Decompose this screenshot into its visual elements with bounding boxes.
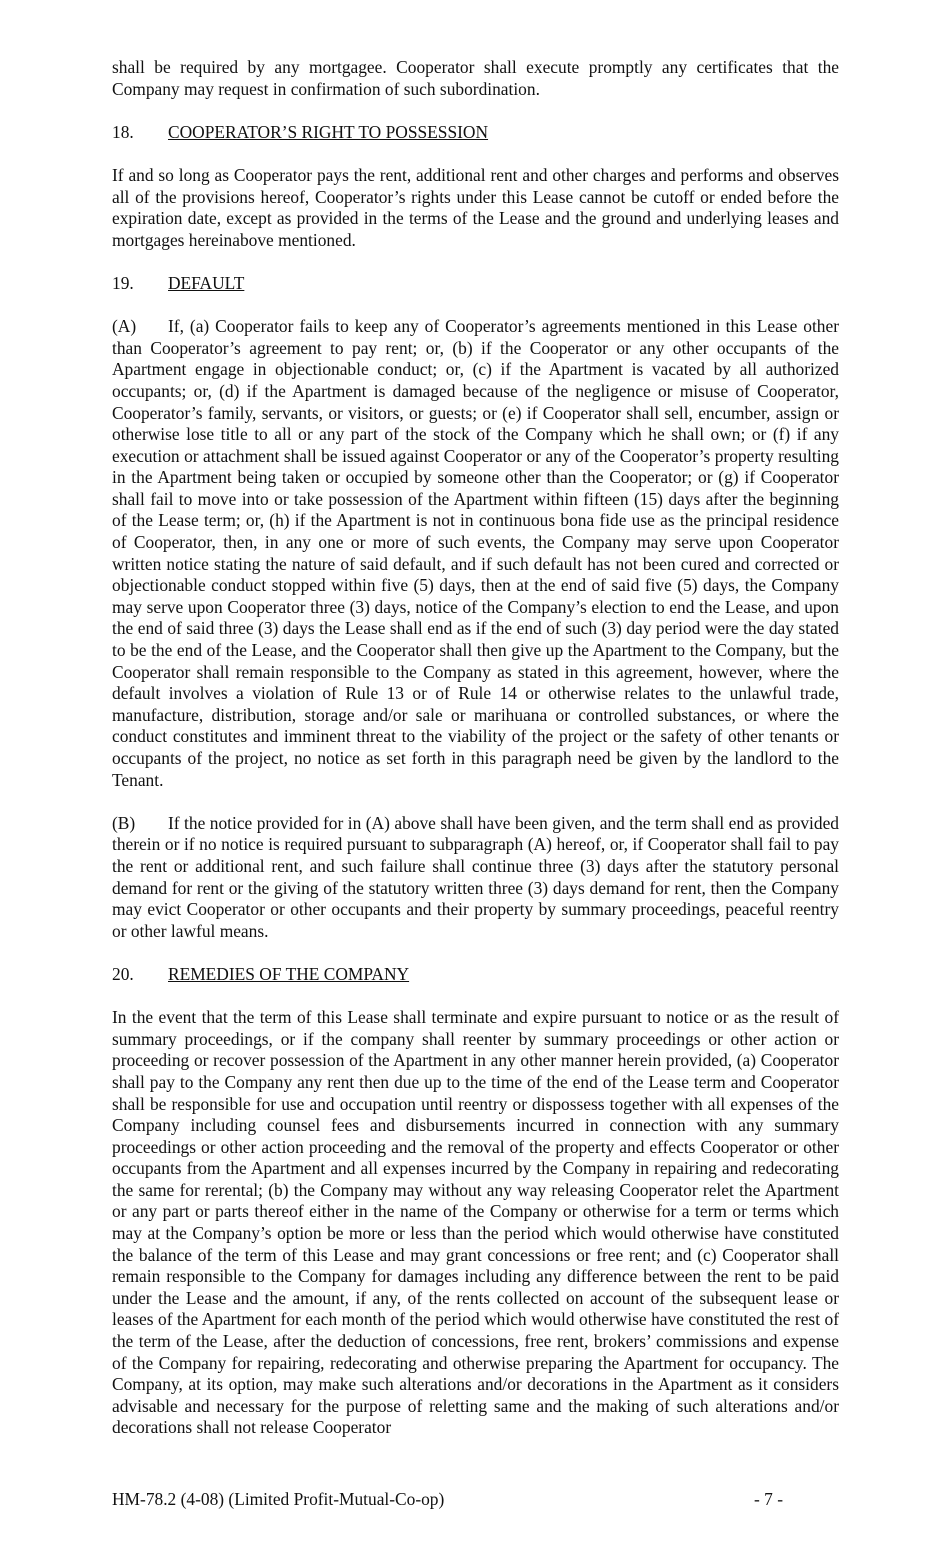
page-footer [112,1489,839,1511]
section-number: 20. [112,963,134,984]
section-number: 19. [112,272,134,293]
section-18-paragraph: If and so long as Cooperator pays the rent, additional rent and other charges and performs and observes all of the provisions hereof, Cooperator’s rights under this Lease cannot be cutoff or ended before the expiration date, except as provided in the terms of the Lease and the ground and underlying leases and mortgages hereinabove mentioned. [112,164,839,250]
page-number: - 7 - [754,1489,783,1509]
subparagraph-b [112,813,839,943]
form-id: HM-78.2 (4-08) (Limited Profit-Mutual-Co-op) [112,1489,445,1509]
subparagraph-text: If the notice provided for in (A) above shall have been given, and the term shall end as provided therein or if no notice is required pursuant to subparagraph (A) hereof, or, if Cooperator shall fail to pay the rent or additional rent, and such failure shall continue three (3) days after the statutory personal demand for rent or the giving of the statutory written three (3) days demand for rent, then the Company may evict Cooperator or other occupants and their property by summary proceedings, peaceful reentry or other lawful means. [112,812,839,941]
subparagraph-text: If, (a) Cooperator fails to keep any of Cooperator’s agreements mentioned in this Lease other than Cooperator’s agreement to pay rent; or, (b) if the Cooperator or any other occupants of the Apartment engage in objectionable conduct; or, (c) if the Apartment is vacated by all authorized occupants; or, (d) if the Apartment is damaged because of the negligence or misuse of Cooperator, Cooperator’s family, servants, or visitors, or guests; or (e) if Cooperator shall sell, encumber, assign or otherwise lose title to all or any part of the stock of the Company which he shall own; or (f) if any execution or attachment shall be issued against Cooperator or any of the Cooperator’s property resulting in the Apartment being taken or occupied by someone other than the Cooperator; or (g) if Cooperator shall fail to move into or take possession of the Apartment within fifteen (15) days after the beginning of the Lease term; or, (h) if the Apartment is not in continuous bona fide use as the principal residence of Cooperator, then, in any one or more of such events, the Company may serve upon Cooperator written notice stating the nature of said default, and if such default has not been cured and corrected or objectionable conduct stopped within five (5) days, then at the end of said five (5) days, the Company may serve upon Cooperator three (3) days, notice of the Company’s election to end the Lease, and upon the end of said three (3) days the Lease shall end as if the end of such (3) day period were the day stated to be the end of the Lease, and the Cooperator shall then give up the Apartment to the Company, but the Cooperator shall remain responsible to the Company as stated in this agreement, however, where the default involves a violation of Rule 13 or of Rule 14 or otherwise relates to the unlawful trade, manufacture, distribution, storage and/or sale or marihuana or controlled substances, or where the conduct constitutes and imminent threat to the viability of the project or the safety of other tenants or occupants of the project, no notice as set forth in this paragraph need be given by the landlord to the Tenant. [112,316,839,790]
section-number: 18. [112,121,134,142]
subparagraph-a [112,316,839,791]
section-title: COOPERATOR’S RIGHT TO POSSESSION [168,121,489,142]
section-title: REMEDIES OF THE COMPANY [168,963,410,984]
section-20-paragraph: In the event that the term of this Lease shall terminate and expire pursuant to notice or as the result of summary proceedings, or if the company shall reenter by summary proceedings or other action or proceeding or recover possession of the Apartment in any other manner herein provided, (a) Cooperator shall pay to the Company any rent then due up to the time of the end of the Lease term and Cooperator shall be responsible for use and occupation until reentry or dispossess together with all expenses of the Company including counsel fees and disbursements incurred in connection with any summary proceedings or other action proceeding and the removal of the property and effects Cooperator or other occupants from the Apartment and all expenses incurred by the Company in repairing and redecorating the same for rerental; (b) the Company may without any way releasing Cooperator relet the Apartment or any part or parts thereof either in the name of the Company or otherwise for a term or terms which may at the Company’s option be more or less than the period which would otherwise have constituted the balance of the term of this Lease and may grant concessions or free rent; and (c) Cooperator shall remain responsible to the Company for damages including any difference between the rent to be paid under the Lease and the amount, if any, of the rents collected on account of the subsequent lease or leases of the Apartment for each month of the period which would otherwise have constituted the rest of the term of the Lease, after the deduction of concessions, free rent, brokers’ commissions and expense of the Company for repairing, redecorating and otherwise preparing the Apartment for occupancy. The Company, at its option, may make such alterations and/or decorations in the Apartment as it considers advisable and necessary for the purpose of reletting same and the making of such alterations and/or decorations shall not release Cooperator [112,1007,839,1438]
subparagraph-label: (B) [112,812,136,833]
document-page [112,57,839,1439]
section-heading-19 [112,273,839,295]
continuation-paragraph: shall be required by any mortgagee. Cooperator shall execute promptly any certificates that the Company may request in confirmation of such subordination. [112,57,839,99]
section-heading-20 [112,964,839,986]
section-title: DEFAULT [168,272,245,293]
subparagraph-label: (A) [112,316,137,337]
section-heading-18 [112,122,839,144]
